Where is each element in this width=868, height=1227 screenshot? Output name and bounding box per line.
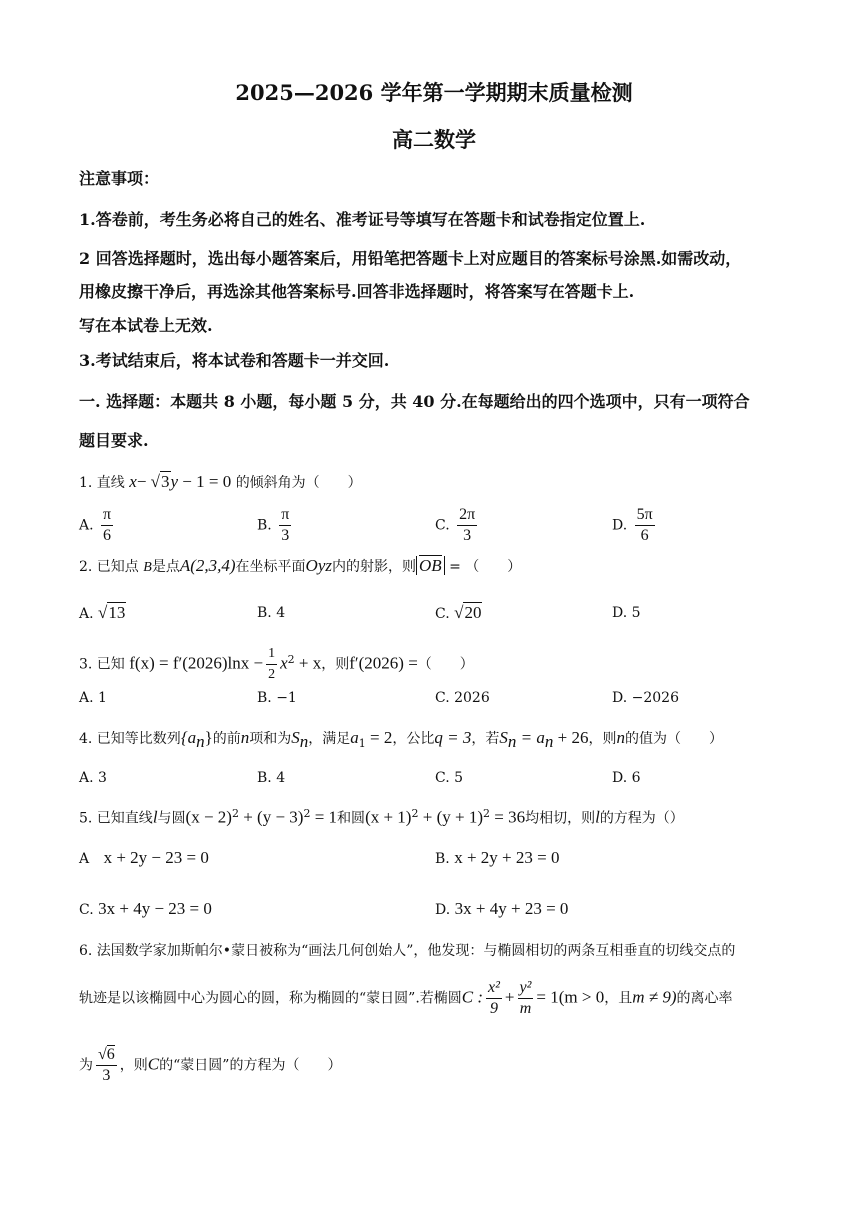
question-1-suffix: 的倾斜角为（ ） bbox=[235, 475, 362, 491]
q5-option-c bbox=[79, 899, 212, 919]
q4-sn: S bbox=[291, 728, 300, 747]
q5-text-1: 与圆 bbox=[157, 810, 186, 827]
q1-eq-x: x bbox=[129, 472, 137, 491]
q3-x: x bbox=[280, 653, 288, 673]
section-heading-line-2: 题目要求. bbox=[79, 431, 149, 450]
question-5-stem bbox=[79, 807, 684, 828]
q6-plus: + bbox=[504, 987, 515, 1007]
notice-heading: 注意事项： bbox=[79, 169, 160, 188]
q4-text-2: 项和为 bbox=[249, 731, 292, 747]
q4-cond-a-sub: n bbox=[544, 731, 554, 751]
q5-line-l-2: l bbox=[595, 807, 600, 827]
q4-n: n bbox=[240, 728, 250, 747]
q6-ecc-num: √6 bbox=[96, 1045, 117, 1066]
q6-text-and: ，且 bbox=[604, 990, 633, 1007]
q2-text-1: 是点 bbox=[151, 559, 180, 575]
q4-n2: n bbox=[616, 728, 625, 747]
q2-text-3: 内的射影，则 bbox=[332, 559, 416, 575]
q4-option-c: C. 5 bbox=[435, 770, 464, 786]
q2-option-a-sqrt: √13 bbox=[98, 603, 126, 622]
q4-sn-sub: n bbox=[299, 731, 309, 751]
q4-sequence: {a bbox=[180, 728, 197, 747]
q4-sequence-sub: n bbox=[196, 731, 205, 751]
q6-line-2-post: 的离心率 bbox=[676, 990, 733, 1007]
q5-circle-2-exp-b: 2 bbox=[482, 807, 490, 820]
q3-x-exponent: 2 bbox=[287, 652, 295, 666]
q1-option-b-fraction bbox=[279, 505, 291, 546]
q2-point-a: A(2,3,4) bbox=[179, 556, 236, 575]
q3-text-then: ，则 bbox=[321, 656, 350, 673]
q1-c-den: 3 bbox=[463, 527, 472, 544]
question-4-suffix: 的值为（ ） bbox=[624, 731, 723, 747]
q2-option-c-sqrt: √20 bbox=[454, 603, 482, 622]
q5-circle-2-a: (x + 1) bbox=[365, 807, 412, 827]
q5-line-l: l bbox=[152, 807, 158, 827]
question-6-line-2 bbox=[79, 978, 733, 1019]
q5-option-a-equation: x + 2y − 23 = 0 bbox=[103, 848, 209, 867]
notice-item-2-line-3: 写在本试卷上无效. bbox=[79, 316, 213, 335]
q2-point-b: B bbox=[143, 560, 152, 575]
q1-option-b-label: B. bbox=[257, 517, 272, 534]
q2-vector-magnitude bbox=[416, 556, 445, 575]
q5-circle-1-b: + (y − 3) bbox=[238, 807, 304, 827]
q5-option-b-equation: x + 2y + 23 = 0 bbox=[454, 848, 560, 867]
q6-ecc-radicand: 6 bbox=[106, 1046, 115, 1063]
q5-option-c-label: C. bbox=[79, 902, 94, 918]
q1-option-c bbox=[435, 505, 480, 546]
q2-option-c-label: C. bbox=[435, 606, 450, 622]
q4-sequence-end: } bbox=[204, 728, 213, 747]
q6-fraction-x bbox=[486, 978, 502, 1019]
q5-option-d bbox=[435, 899, 568, 919]
q6-frac-x-den: 9 bbox=[489, 1000, 498, 1017]
q1-c-num: 2π bbox=[457, 505, 477, 526]
q3-equation-part-1: f(x) = f′(2026)lnx − bbox=[129, 653, 264, 673]
q2-vector-ob: OB bbox=[419, 556, 442, 575]
q2-a-radicand: 13 bbox=[108, 603, 126, 622]
q1-option-a-label: A. bbox=[79, 517, 94, 534]
q3-ask: f′(2026) = bbox=[349, 653, 418, 673]
q1-option-a-fraction bbox=[101, 505, 113, 546]
question-2-suffix: = （ ） bbox=[444, 559, 522, 575]
q5-option-a bbox=[79, 848, 209, 868]
q1-a-den: 6 bbox=[103, 527, 112, 544]
q5-circle-1-exp-b: 2 bbox=[303, 807, 311, 820]
q5-option-c-equation: 3x + 4y − 23 = 0 bbox=[98, 899, 212, 918]
q1-b-num: π bbox=[279, 505, 291, 526]
question-3-suffix: （ ） bbox=[417, 656, 474, 673]
section-heading-line-1: 一. 选择题：本题共 8 小题，每小题 5 分，共 40 分.在每题给出的四个选项中，只有一项符合 bbox=[79, 392, 750, 411]
q2-option-c bbox=[435, 603, 482, 623]
q6-ellipse-end: = 1(m > 0 bbox=[536, 987, 605, 1007]
q6-text-then: ，则 bbox=[119, 1057, 148, 1074]
q4-cond-end: + 26 bbox=[553, 728, 589, 747]
q5-circle-2-exp-a: 2 bbox=[411, 807, 419, 820]
q3-frac-num: 1 bbox=[266, 644, 277, 665]
q3-option-a: A. 1 bbox=[79, 690, 107, 706]
q6-ellipse-c: C : bbox=[461, 987, 484, 1007]
q4-cond-s: S bbox=[499, 728, 508, 747]
exam-subject: 高二数学 bbox=[392, 127, 476, 152]
exam-title: 2025—2026 学年第一学期期末质量检测 bbox=[235, 80, 633, 105]
q5-option-a-label: A bbox=[79, 851, 90, 867]
q4-text-6: ，则 bbox=[588, 731, 617, 747]
q1-option-b bbox=[257, 505, 294, 546]
question-1-prefix: 1. 直线 bbox=[79, 475, 125, 491]
q3-option-d: D. −2026 bbox=[612, 690, 679, 706]
q5-circle-1-c: = 1 bbox=[310, 807, 338, 827]
q3-frac-den: 2 bbox=[268, 667, 276, 682]
question-2-stem bbox=[79, 556, 521, 576]
q2-option-d: D. 5 bbox=[612, 605, 641, 621]
q5-circle-2-c: = 36 bbox=[489, 807, 526, 827]
q4-text-5: ，若 bbox=[471, 731, 500, 747]
q4-option-d: D. 6 bbox=[612, 770, 641, 786]
q4-a1-sub: 1 bbox=[358, 736, 366, 750]
q4-option-a: A. 3 bbox=[79, 770, 107, 786]
q1-b-den: 3 bbox=[281, 527, 290, 544]
q4-text-1: 的前 bbox=[212, 731, 241, 747]
q1-option-d-label: D. bbox=[612, 517, 628, 534]
q3-equation-part-3: + x bbox=[294, 653, 322, 673]
q5-option-b bbox=[435, 848, 559, 868]
q4-cond-s-sub: n bbox=[507, 731, 517, 751]
q1-option-d bbox=[612, 505, 658, 546]
q5-circle-2-b: + (y + 1) bbox=[418, 807, 483, 827]
notice-item-2-line-1: 2 回答选择题时，选出每小题答案后，用铅笔把答题卡上对应题目的答案标号涂黑.如需改动， bbox=[79, 249, 742, 268]
q6-fraction-y bbox=[518, 978, 534, 1019]
question-5-prefix: 5. 已知直线 bbox=[79, 810, 153, 827]
q4-a1-value: = 2 bbox=[365, 728, 393, 747]
q6-line-2-text: 轨迹是以该椭圆中心为圆心的圆，称为椭圆的“蒙日圆”.若椭圆 bbox=[79, 990, 462, 1007]
notice-item-2-line-2: 用橡皮擦干净后，再选涂其他答案标号.回答非选择题时，将答案写在答题卡上. bbox=[79, 282, 635, 301]
question-3-stem bbox=[79, 644, 474, 685]
q2-c-radicand: 20 bbox=[464, 603, 482, 622]
question-6-line-1: 6. 法国数学家加斯帕尔•蒙日被称为“画法几何创始人”，他发现：与椭圆相切的两条互相垂直的切线交点的 bbox=[79, 943, 736, 959]
question-5-suffix: 的方程为（） bbox=[599, 810, 684, 827]
q6-frac-y-den: m bbox=[519, 1000, 532, 1017]
q2-plane: Oyz bbox=[305, 556, 332, 575]
q4-a1: a bbox=[350, 728, 359, 747]
q1-eq-rest: − 1 = 0 bbox=[178, 472, 232, 491]
q5-circle-1-a: (x − 2) bbox=[185, 807, 232, 827]
q1-option-a bbox=[79, 505, 116, 546]
q4-ratio: q = 3 bbox=[434, 728, 472, 747]
q1-sqrt-radicand: 3 bbox=[161, 472, 170, 491]
q2-text-2: 在坐标平面 bbox=[235, 559, 306, 575]
q6-line-3-text: 为 bbox=[79, 1057, 93, 1074]
q4-text-4: ，公比 bbox=[392, 731, 435, 747]
q6-c: C bbox=[147, 1054, 160, 1074]
q4-cond-eq: = a bbox=[516, 728, 545, 747]
q5-option-d-label: D. bbox=[435, 902, 451, 918]
q1-option-c-label: C. bbox=[435, 517, 450, 534]
q3-option-b: B. −1 bbox=[257, 690, 297, 706]
question-3-prefix: 3. 已知 bbox=[79, 656, 125, 673]
q1-sqrt: √3 bbox=[150, 472, 170, 491]
q5-circle-1-exp-a: 2 bbox=[231, 807, 239, 820]
q3-fraction-half bbox=[266, 644, 277, 685]
q5-option-d-equation: 3x + 4y + 23 = 0 bbox=[454, 899, 569, 918]
question-1-stem bbox=[79, 472, 362, 492]
q1-a-num: π bbox=[101, 505, 113, 526]
q5-option-b-label: B. bbox=[435, 851, 450, 867]
question-6-line-3 bbox=[79, 1045, 341, 1086]
q2-option-b: B. 4 bbox=[257, 605, 286, 621]
q1-eq-minus: − bbox=[136, 472, 151, 491]
q1-d-den: 6 bbox=[640, 527, 649, 544]
question-4-prefix: 4. 已知等比数列 bbox=[79, 731, 181, 747]
q6-frac-y-num: y² bbox=[518, 978, 534, 999]
q2-option-a-label: A. bbox=[79, 606, 94, 622]
question-2-prefix: 2. 已知点 bbox=[79, 559, 139, 575]
notice-item-3: 3.考试结束后，将本试卷和答题卡一并交回. bbox=[79, 351, 390, 370]
question-4-stem bbox=[79, 728, 723, 752]
q5-text-3: 均相切，则 bbox=[525, 810, 596, 827]
notice-item-1: 1.答卷前，考生务必将自己的姓名、准考证号等填写在答题卡和试卷指定位置上. bbox=[79, 210, 646, 229]
q2-option-a bbox=[79, 603, 126, 623]
q6-line-3-post: 的“蒙日圆”的方程为（ ） bbox=[159, 1057, 342, 1074]
q1-option-d-fraction bbox=[635, 505, 655, 546]
q1-d-num: 5π bbox=[635, 505, 655, 526]
q6-condition: m ≠ 9) bbox=[632, 987, 677, 1007]
q6-eccentricity bbox=[96, 1045, 117, 1086]
q1-eq-y: y bbox=[170, 472, 179, 491]
q6-frac-x-num: x² bbox=[486, 978, 502, 999]
q4-text-3: ，满足 bbox=[308, 731, 351, 747]
q4-option-b: B. 4 bbox=[257, 770, 286, 786]
q3-option-c: C. 2026 bbox=[435, 690, 490, 706]
q1-option-c-fraction bbox=[457, 505, 477, 546]
q6-ecc-den: 3 bbox=[102, 1067, 111, 1084]
q5-text-2: 和圆 bbox=[337, 810, 366, 827]
